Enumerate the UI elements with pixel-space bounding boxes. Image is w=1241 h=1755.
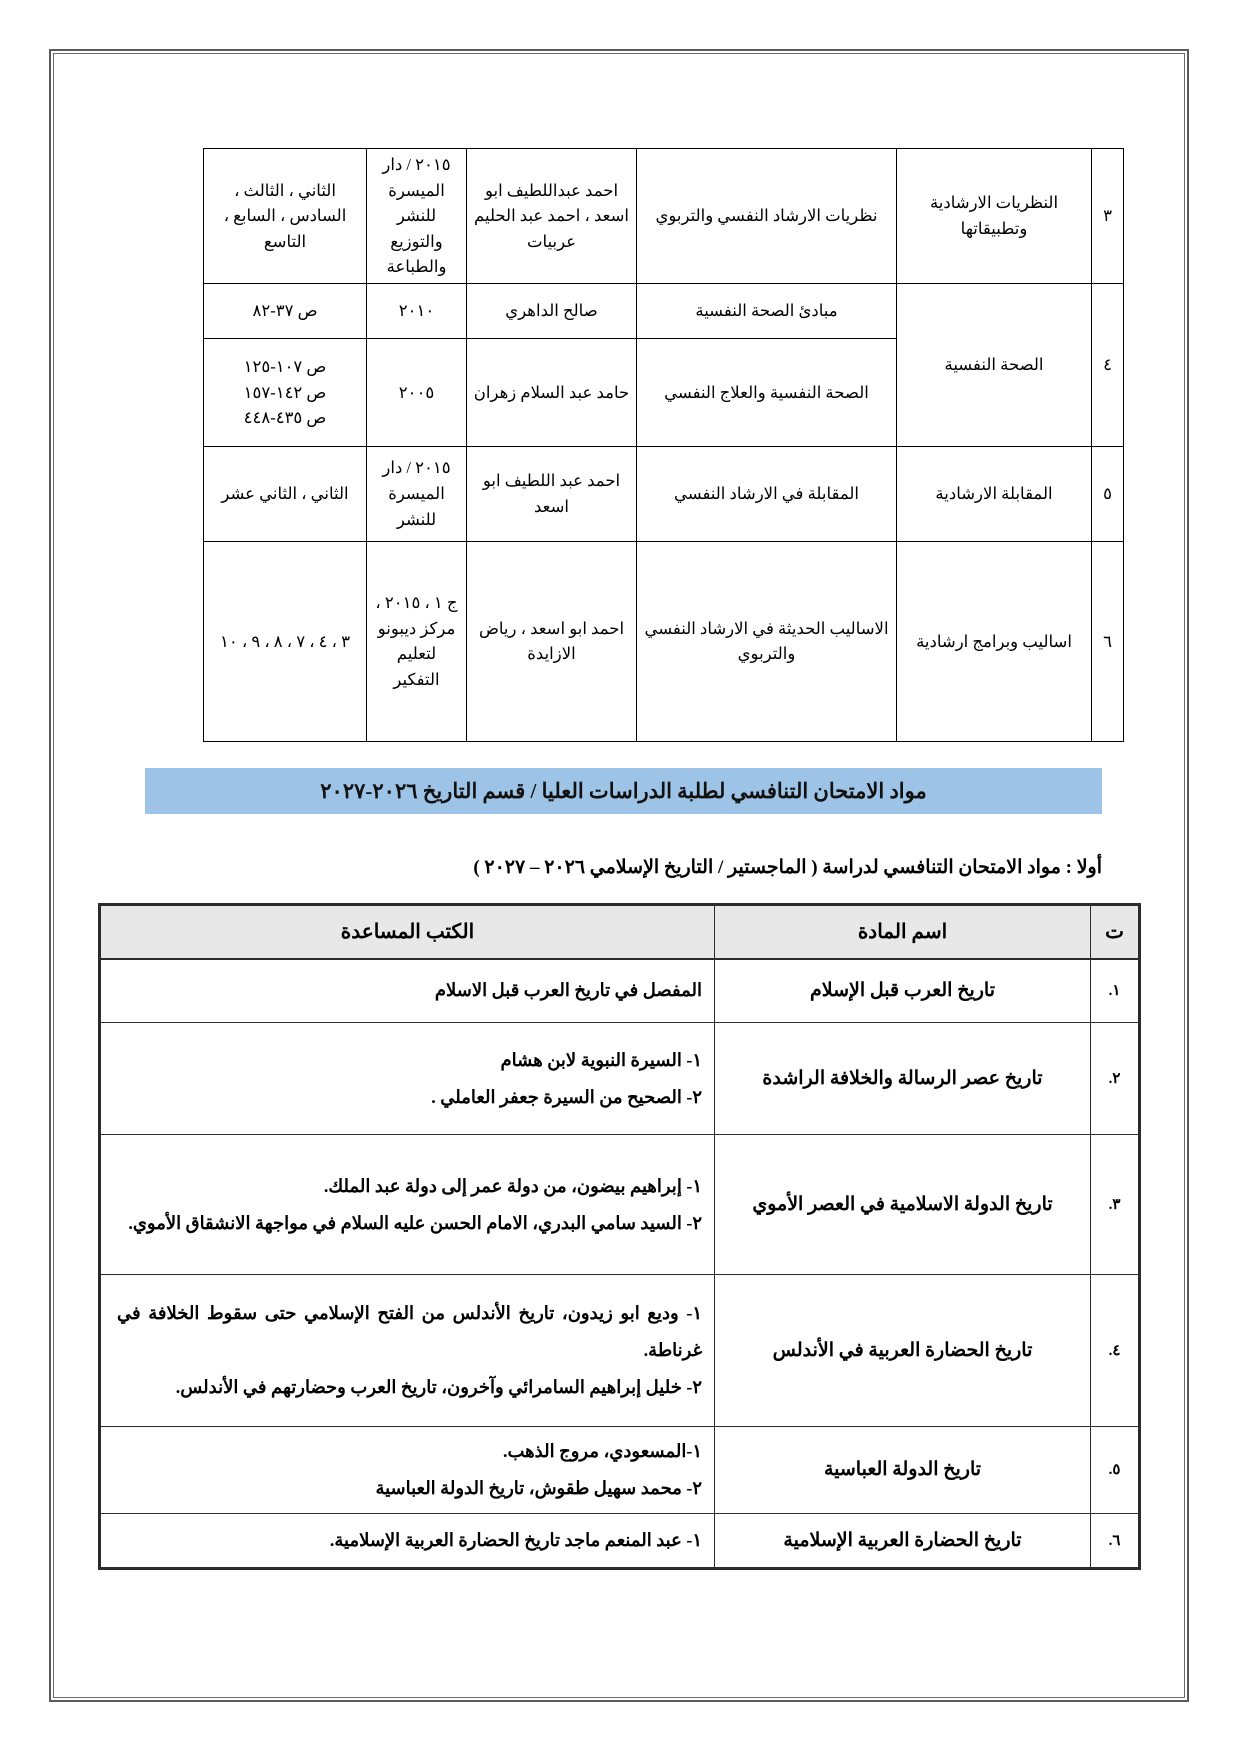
row-number: ٥. [1091, 1427, 1140, 1514]
subject-cell: الصحة النفسية [897, 283, 1092, 446]
table-row [100, 1427, 1140, 1514]
row-number: ٤. [1091, 1275, 1140, 1427]
table-row [100, 1135, 1140, 1275]
table-row [100, 959, 1140, 1023]
row-number: ٢. [1091, 1023, 1140, 1135]
counseling-sources-table [203, 148, 1124, 742]
book-item: ٢- محمد سهيل طقوش، تاريخ الدولة العباسية [375, 1477, 702, 1498]
history-materials-table [98, 903, 1141, 1570]
chapters-cell: ص ٣٧-٨٢ [204, 283, 367, 338]
book-item: ١- إبراهيم بيضون، من دولة عمر إلى دولة عبد الملك. [323, 1175, 702, 1196]
row-number: ٣. [1091, 1135, 1140, 1275]
row-number: ٦. [1091, 1513, 1140, 1568]
row-number: ٤ [1092, 283, 1124, 446]
subject-cell: النظريات الارشادية وتطبيقاتها [897, 149, 1092, 284]
row-number: ٥ [1092, 446, 1124, 541]
page-range: ص ١٠٧-١٢٥ [243, 356, 327, 376]
books-cell [100, 1135, 715, 1275]
book-item: ٢- الصحيح من السيرة جعفر العاملي . [431, 1086, 702, 1107]
page-range: ص ٤٣٥-٤٤٨ [243, 408, 327, 428]
subject-cell: تاريخ الحضارة العربية في الأندلس [715, 1275, 1091, 1427]
author-cell: احمد ابو اسعد ، رياض الازايدة [467, 541, 637, 741]
section-subtitle: أولا : مواد الامتحان التنافسي لدراسة ( الماجستير / التاريخ الإسلامي ٢٠٢٦ – ٢٠٢٧ ) [473, 857, 1102, 878]
source-cell: الصحة النفسية والعلاج النفسي [637, 338, 897, 446]
subject-cell: تاريخ الدولة الاسلامية في العصر الأموي [715, 1135, 1091, 1275]
source-cell: الاساليب الحديثة في الارشاد النفسي والتربوي [637, 541, 897, 741]
edition-cell: ٢٠١٠ [367, 283, 467, 338]
book-item: ٢- خليل إبراهيم السامرائي وآخرون، تاريخ العرب وحضارتهم في الأندلس. [175, 1376, 702, 1397]
book-item: ١- السيرة النبوية لابن هشام [500, 1049, 702, 1070]
subject-cell: تاريخ العرب قبل الإسلام [715, 959, 1091, 1023]
book-item: ١-المسعودي، مروج الذهب. [503, 1441, 702, 1461]
book-item: ١- عبد المنعم ماجد تاريخ الحضارة العربية الإسلامية. [329, 1529, 702, 1550]
chapters-cell: الثاني ، الثالث ، السادس ، السابع ، التاسع [204, 149, 367, 284]
books-cell [100, 1275, 715, 1427]
table-row [204, 541, 1124, 741]
author-cell: احمد عبداللطيف ابو اسعد ، احمد عبد الحليم عربيات [467, 149, 637, 284]
book-item: المفصل في تاريخ العرب قبل الاسلام [434, 980, 702, 1001]
edition-cell: ٢٠٠٥ [367, 338, 467, 446]
subject-header-cell: اسم المادة [715, 905, 1091, 959]
books-header-cell: الكتب المساعدة [100, 905, 715, 959]
table-row [204, 149, 1124, 284]
books-cell [100, 1513, 715, 1568]
subject-cell: تاريخ عصر الرسالة والخلافة الراشدة [715, 1023, 1091, 1135]
row-number: ٣ [1092, 149, 1124, 284]
author-cell: صالح الداهري [467, 283, 637, 338]
table-row [204, 446, 1124, 541]
source-cell: مبادئ الصحة النفسية [637, 283, 897, 338]
table-row [100, 1513, 1140, 1568]
edition-cell: ٢٠١٥ / دار الميسرة للنشر [367, 446, 467, 541]
num-header-cell: ت [1091, 905, 1140, 959]
subject-cell: المقابلة الارشادية [897, 446, 1092, 541]
table-row [204, 283, 1124, 338]
table-header-row [100, 905, 1140, 959]
author-cell: احمد عبد اللطيف ابو اسعد [467, 446, 637, 541]
section-banner-title: مواد الامتحان التنافسي لطلبة الدراسات العليا / قسم التاريخ ٢٠٢٦-٢٠٢٧ [320, 778, 927, 803]
row-number: ٦ [1092, 541, 1124, 741]
source-cell: المقابلة في الارشاد النفسي [637, 446, 897, 541]
source-cell: نظريات الارشاد النفسي والتربوي [637, 149, 897, 284]
table-row [100, 1023, 1140, 1135]
edition-cell: ٢٠١٥ / دار الميسرة للنشر والتوزيع والطباعة [367, 149, 467, 284]
table-row [100, 1275, 1140, 1427]
chapters-cell: الثاني ، الثاني عشر [204, 446, 367, 541]
subject-cell: تاريخ الحضارة العربية الإسلامية [715, 1513, 1091, 1568]
chapters-cell: ٣ ، ٤ ، ٧ ، ٨ ، ٩ ، ١٠ [204, 541, 367, 741]
book-item: ١- وديع ابو زيدون، تاريخ الأندلس من الفتح الإسلامي حتى سقوط الخلافة في غرناطة. [117, 1303, 702, 1361]
edition-cell: ج ١ ، ٢٠١٥ ، مركز ديبونو لتعليم التفكير [367, 541, 467, 741]
book-item: ٢- السيد سامي البدري، الامام الحسن عليه السلام في مواجهة الانشقاق الأموي. [128, 1212, 702, 1233]
section-banner [145, 768, 1102, 814]
subject-cell: تاريخ الدولة العباسية [715, 1427, 1091, 1514]
author-cell: حامد عبد السلام زهران [467, 338, 637, 446]
subject-cell: اساليب وبرامج ارشادية [897, 541, 1092, 741]
chapters-cell [204, 338, 367, 446]
page-range: ص ١٤٢-١٥٧ [243, 382, 327, 402]
books-cell [100, 1427, 715, 1514]
books-cell [100, 1023, 715, 1135]
row-number: ١. [1091, 959, 1140, 1023]
books-cell [100, 959, 715, 1023]
